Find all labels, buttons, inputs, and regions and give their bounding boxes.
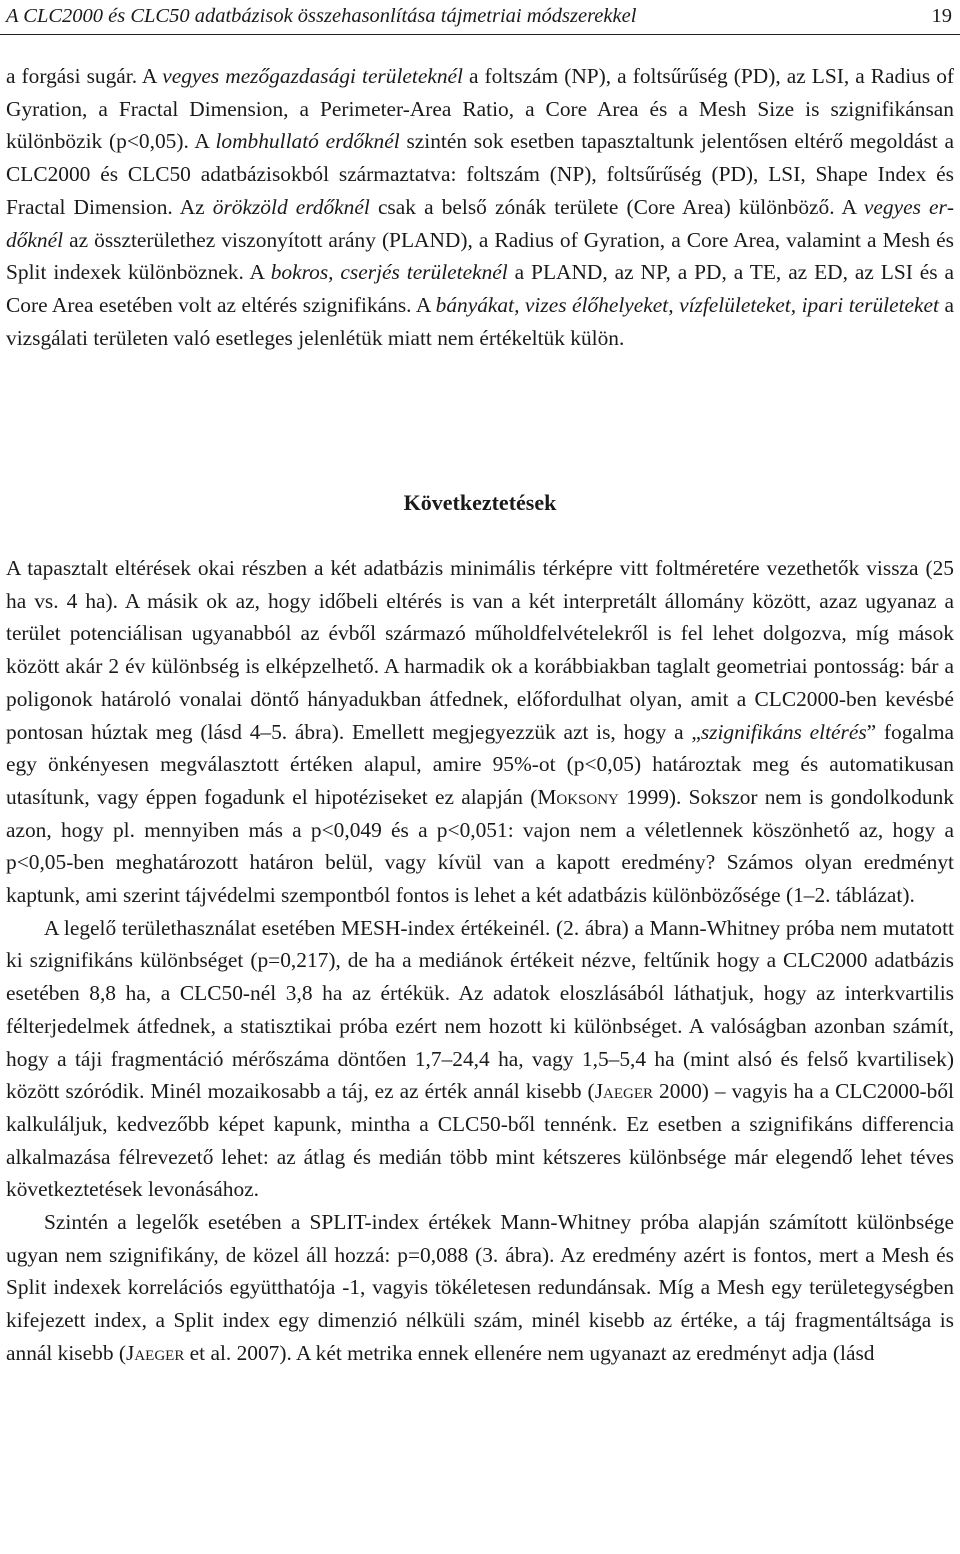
- italic-term: vegyes erdőknél: [6, 194, 954, 252]
- text-run: et al. 2007). A két metrika ennek ellenére nem ugyanazt az eredményt adja (lásd: [184, 1340, 875, 1365]
- text-run: a PLAND, az NP, a PD, a TE, az ED, az LSI és a Core Area esetében volt az eltérés szignifikáns. A: [6, 260, 955, 317]
- text-run: csak a belső zónák területe (Core Area) különböző. A: [369, 194, 864, 219]
- author-citation: Jaeger: [126, 1340, 185, 1365]
- italic-term: vegyes mezőgazdasági területeknél: [162, 64, 463, 88]
- text-run: a foltszám (NP), a foltsűrűség (PD), az LSI, a Radius of Gyration, a Fractal Dimension, a Perimeter-Area Ratio, a Core Area és a Mesh Size is szignifikánsan különbözik (p<0,05). A: [6, 64, 955, 154]
- text-run: 2000) – vagyis ha a CLC2000-ből kalkuláljuk, kedvezőbb képet kapunk, mintha a CLC50-ből tennénk. Ez esetben a szignifikáns differencia alkalmazása félrevezető lehet: az átlag és medián több mint kétszeres különbsége már elegendő lehet téves következtetések levonásához.: [6, 1079, 954, 1202]
- text-run: szintén sok esetben tapasztaltunk jelentősen eltérő megoldást a CLC2000 és CLC50 adatbázisokból származtatva: foltszám (NP), foltsűrűség (PD), LSI, Shape Index és Fractal Dimension. Az: [6, 129, 955, 219]
- italic-term: szignifikáns eltérés: [700, 719, 867, 744]
- paragraph: [6, 1206, 954, 1370]
- section-body: [6, 552, 954, 1370]
- paragraph: [6, 60, 954, 354]
- italic-term: lombhullató erdőknél: [215, 129, 400, 154]
- author-citation: Moksony: [537, 784, 619, 809]
- italic-term: örökzöld erdőknél: [212, 194, 370, 219]
- text-run: A tapasztalt eltérések okai részben a két adatbázis minimális térképre vitt foltméretére vezethetők vissza (25 ha vs. 4 ha). A másik ok az, hogy időbeli eltérés is van a két interpretált állomány között, azaz ugyanaz a terület potenciálisan ugyanabból az évből származó műholdfelvételekről is fel lehet dolgozva, míg mások között akár 2 év különbség is elképzelhető. A harmadik ok a korábbiakban taglalt geometriai pontosság: bár a poligonok határoló vonalai döntő hányadukban átfednek, előfordulhat olyan, amit a CLC2000-ben kevésbé pontosan húztak meg (lásd 4–5. ábra). Emellett megjegyezzük azt is, hogy a „: [6, 556, 954, 744]
- text-run: 1999). Sokszor nem is gondolkodunk azon, hogy pl. mennyiben más a p<0,049 és a p<0,051: vajon nem a véletlennek köszönhető az, hogy a p<0,05-ben meghatározott határon belül, vagy kívül van a kapott eredmény? Számos olyan eredményt kaptunk, ami szerint tájvédelmi szempontból fontos is lehet a két adatbázis különbözősége (1–2. táblázat).: [6, 784, 954, 908]
- text-run: a vizsgálati területen való esetleges jelenlétük miatt nem értékeltük külön.: [6, 292, 954, 350]
- text-run: a forgási sugár. A: [6, 64, 163, 88]
- paragraph: [6, 552, 954, 912]
- intro-paragraph: [6, 60, 954, 354]
- author-citation: Jaeger: [594, 1079, 654, 1104]
- section-heading: Következtetések: [403, 490, 557, 515]
- text-run: Szintén a legelők esetében a SPLIT-index értékek Mann-Whitney próba alapján számított különbsége ugyan nem szignifikány, de közel áll hozzá: p=0,088 (3. ábra). Az eredmény azért is fontos, mert a Mesh és Split indexek korrelációs együtthatója -1, vagyis tökéletesen redundánsak. Míg a Mesh egy területegységben kifejezett index, a Split index egy dimenzió nélküli szám, minél kisebb az értéke, a táj fragmentáltsága is annál kisebb (: [6, 1210, 954, 1365]
- text-run: az összterülethez viszonyított arány (PLAND), a Radius of Gyration, a Core Area, valamint a Mesh és Split indexek különböznek. A: [6, 227, 954, 285]
- running-header: [0, 0, 960, 35]
- running-title: A CLC2000 és CLC50 adatbázisok összehasonlítása tájmetriai módszerekkel: [6, 5, 637, 27]
- text-run: ” fogalma egy önkényesen megválasztott értéken alapul, amire 95%-ot (p<0,05) határoztak meg és automatikusan utasítunk, vagy éppen fogadunk el hipotéziseket ez alapján (: [6, 719, 954, 809]
- paragraph: [6, 912, 954, 1206]
- page-number: 19: [931, 5, 952, 27]
- text-run: A legelő területhasználat esetében MESH-index értékeinél. (2. ábra) a Mann-Whitney próba nem mutatott ki szignifikáns különbséget (p=0,217), de ha a mediánok értékeit nézve, feltűnik hogy a CLC2000 adatbázis esetében 8,8 ha, a CLC50-nél 3,8 ha az értékük. Az adatok eloszlásából láthatjuk, hogy az interkvartilis félterjedelmek átfednek, a statisztikai próba ezért nem hozott ki különbséget. A valóságban azonban számít, hogy a táji fragmentáció mérőszáma döntően 1,7–24,4 ha, vagy 1,5–5,4 ha (mint alsó és felső kvartilisek) között szóródik. Minél mozaikosabb a táj, ez az érték annál kisebb (: [6, 915, 954, 1104]
- italic-term: bokros, cserjés területeknél: [270, 260, 508, 285]
- italic-term: bányákat, vizes élőhelyeket, vízfelületeket, ipari területeket: [435, 292, 939, 317]
